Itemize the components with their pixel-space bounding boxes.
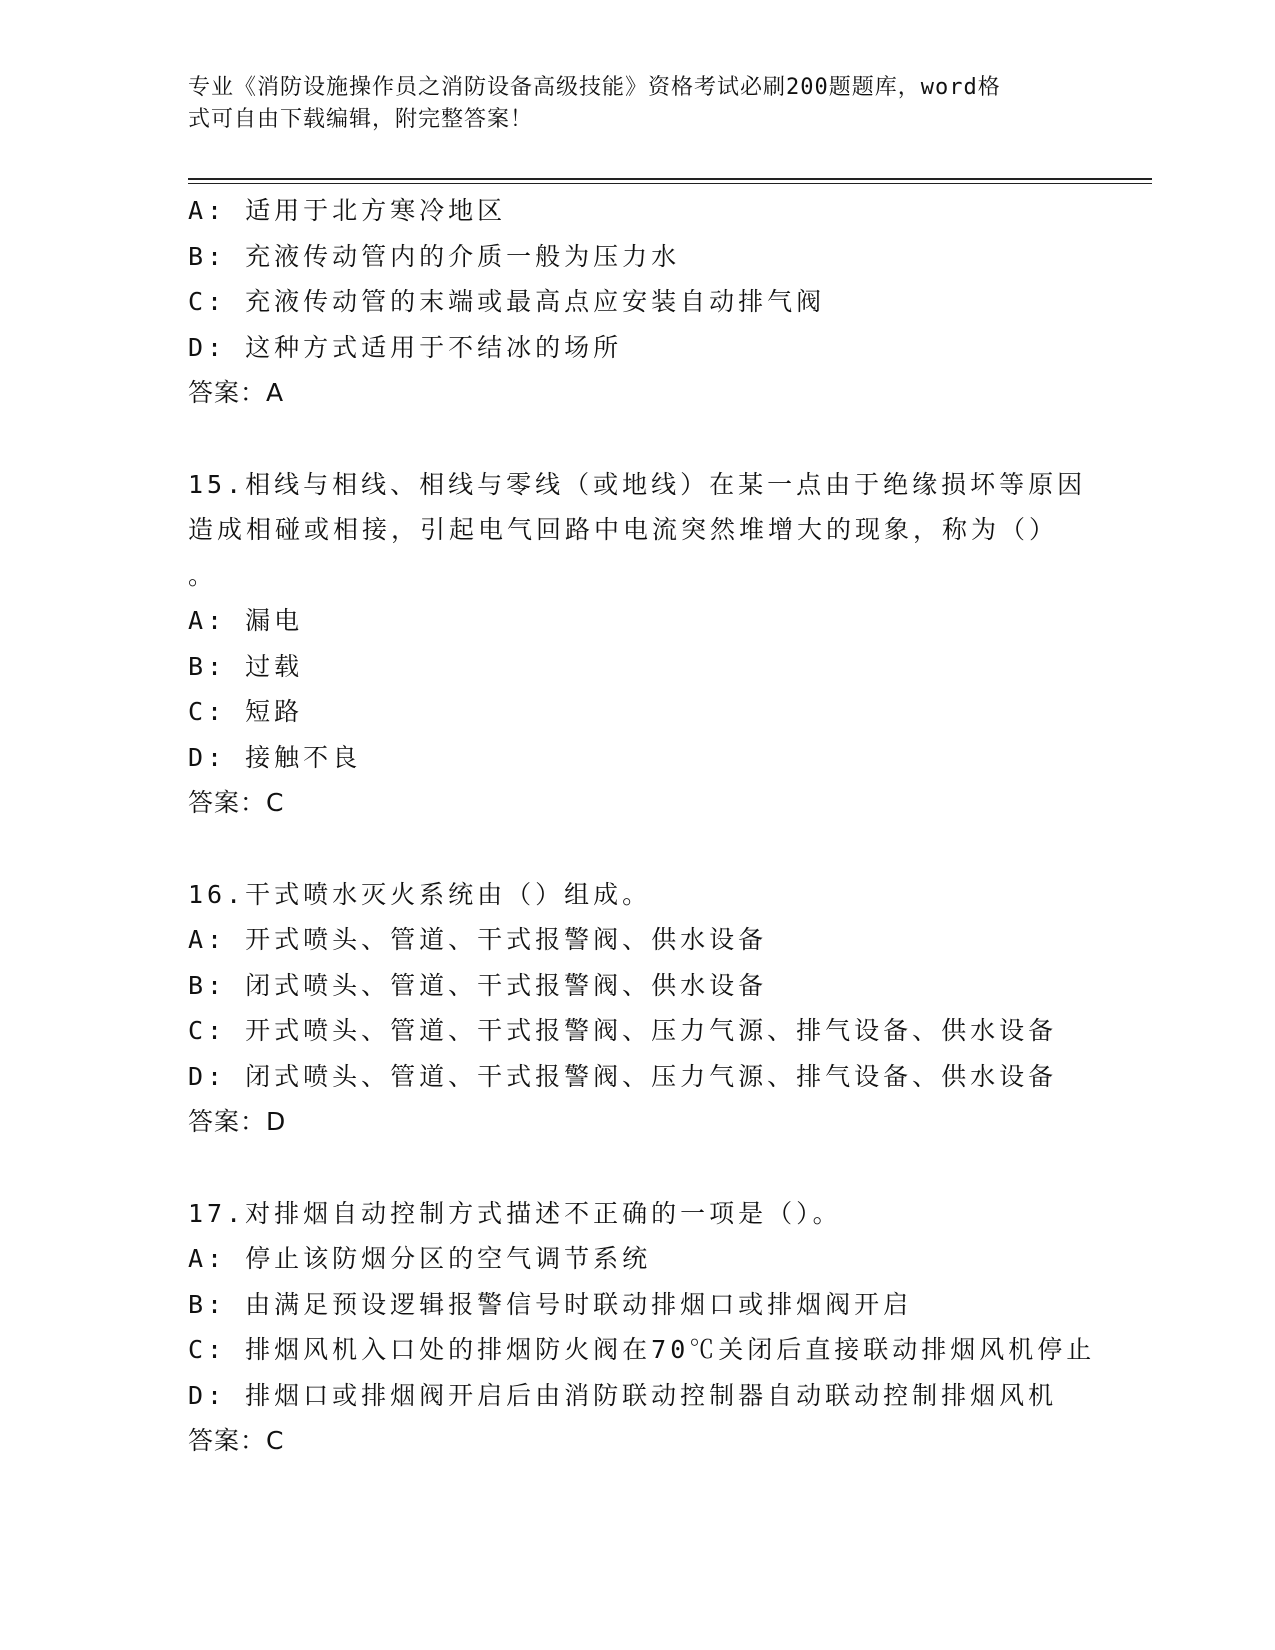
answer-line: 答案：C [188, 788, 285, 817]
option-c: C: 短路 [188, 697, 304, 726]
option-b: B: 过载 [188, 651, 304, 681]
option-c: C: 充液传动管的末端或最高点应安装自动排气阀 [188, 287, 826, 316]
option-d: D: 排烟口或排烟阀开启后由消防联动控制器自动联动控制排烟风机 [188, 1380, 1058, 1410]
option-a: A: 漏电 [188, 606, 304, 635]
question-text-line: 。 [188, 560, 218, 590]
answer-line: 答案：A [188, 378, 285, 407]
question-17 [188, 1191, 1152, 1464]
question-16 [188, 872, 1152, 1145]
question-spacer [188, 1145, 1152, 1191]
question-text-line: 17.对排烟自动控制方式描述不正确的一项是（）。 [188, 1198, 842, 1228]
header-line-1: 专业《消防设施操作员之消防设备高级技能》资格考试必刷200题题库，word格 [188, 75, 1001, 100]
option-d: D: 闭式喷头、管道、干式报警阀、压力气源、排气设备、供水设备 [188, 1061, 1058, 1091]
header-divider-thick [188, 178, 1152, 180]
question-spacer [188, 826, 1152, 872]
option-c: C: 开式喷头、管道、干式报警阀、压力气源、排气设备、供水设备 [188, 1016, 1058, 1045]
answer-line: 答案：D [188, 1107, 287, 1136]
option-a: A: 适用于北方寒冷地区 [188, 196, 507, 225]
question-text-line: 15.相线与相线、相线与零线（或地线）在某一点由于绝缘损坏等原因 [188, 469, 1087, 499]
option-a: A: 停止该防烟分区的空气调节系统 [188, 1244, 652, 1273]
question-text-line: 造成相碰或相接，引起电气回路中电流突然堆增大的现象，称为（） [188, 515, 1059, 544]
option-c: C: 排烟风机入口处的排烟防火阀在70℃关闭后直接联动排烟风机停止 [188, 1335, 1096, 1364]
option-a: A: 开式喷头、管道、干式报警阀、供水设备 [188, 925, 768, 954]
question-15 [188, 462, 1152, 826]
question-14 [188, 188, 1152, 416]
option-b: B: 由满足预设逻辑报警信号时联动排烟口或排烟阀开启 [188, 1289, 913, 1319]
option-b: B: 充液传动管内的介质一般为压力水 [188, 241, 681, 271]
answer-line: 答案：C [188, 1426, 285, 1455]
question-text-line: 16.干式喷水灭火系统由（）组成。 [188, 879, 652, 909]
option-d: D: 接触不良 [188, 742, 362, 772]
option-d: D: 这种方式适用于不结冰的场所 [188, 332, 623, 362]
header-divider-thin [188, 183, 1152, 184]
option-b: B: 闭式喷头、管道、干式报警阀、供水设备 [188, 970, 768, 1000]
header-line-2: 式可自由下载编辑，附完整答案！ [188, 107, 534, 132]
question-spacer [188, 416, 1152, 462]
document-header [188, 72, 1068, 136]
question-list [188, 188, 1152, 1464]
